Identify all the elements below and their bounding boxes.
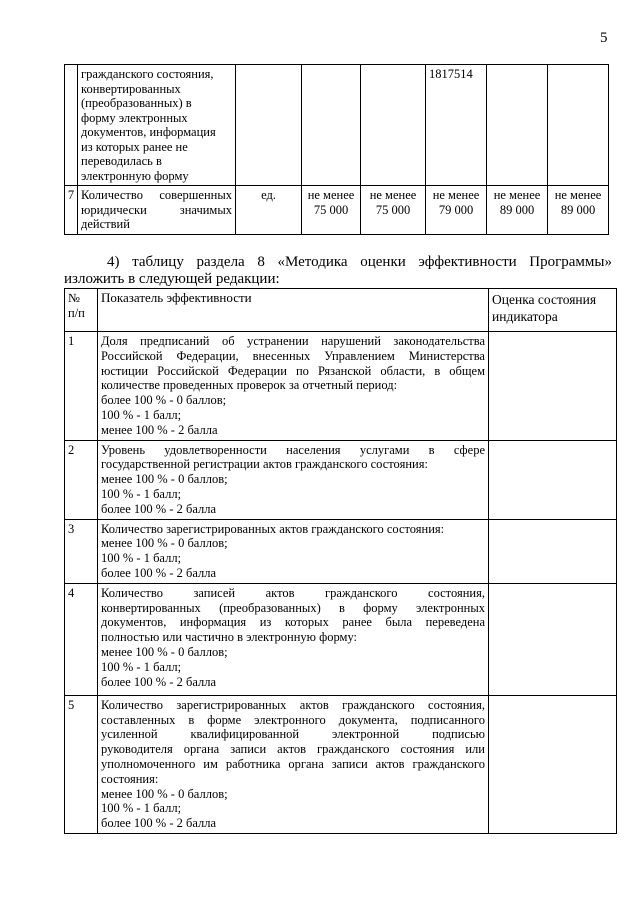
value-number: 75 000 [313,202,349,217]
indicator-line: (преобразованных) в [81,96,192,110]
indicator-line: из которых ранее не [81,139,188,154]
indicator-line: форму электронных [81,110,188,125]
description-line: Доля предписаний об устранении нарушений законодательства [101,334,485,348]
description-line: государственной регистрации актов гражданского состояния: [101,457,428,472]
assessment-cell [489,440,617,519]
description-line: менее 100 % - 0 баллов; [101,786,228,801]
table-row [65,332,617,441]
description-line: юстиции Российской Федерации по Рязанской области, в общем [101,363,485,378]
description-line: Уровень удовлетворенности населения услугами в сфере [101,442,485,457]
value-prefix: не менее [307,188,355,202]
table-row [65,583,617,695]
assessment-cell [489,519,617,583]
unit-cell [236,65,302,186]
description-line: усиленной квалифицированной электронной подписью [101,727,485,742]
indicator-line: действий [81,217,130,231]
methodology-table [64,288,617,834]
assessment-cell [489,332,617,441]
description-line: Российской Федерации, внесенных Управлением Министерства [101,348,485,363]
description-line: полностью или частично в электронную форму: [101,630,358,645]
description-line: количестве проведенных проверок за отчетный период: [101,378,398,393]
value-cell [361,186,426,235]
header-line: Оценка состояния [492,292,597,307]
row-number: 7 [65,186,78,235]
table-row [65,695,617,833]
value-cell [302,65,361,186]
description-line: 100 % - 1 балл; [101,407,182,422]
indicator-line: конвертированных [81,81,181,96]
row-number: 1 [65,332,98,441]
indicator-description [98,583,489,695]
row-number: 3 [65,519,98,583]
row-number: 2 [65,440,98,519]
description-line: Количество зарегистрированных актов гражданского состояния, [101,697,485,712]
header-line: индикатора [492,309,558,324]
value-cell [487,65,548,186]
description-line: руководителя органа записи актов гражданского состояния или [101,742,485,757]
description-line: более 100 % - 2 балла [101,501,217,516]
table-row [65,519,617,583]
description-line: 100 % - 1 балл; [101,551,182,566]
header-assessment [489,289,617,332]
indicator-line: гражданского состояния, [81,67,214,81]
description-line: менее 100 % - 2 балла [101,422,218,437]
description-line: более 100 % - 0 баллов; [101,393,227,408]
page-number: 5 [600,30,608,46]
description-line: Количество зарегистрированных актов гражданского состояния: [101,521,445,536]
assessment-cell [489,695,617,833]
value-number: 75 000 [375,202,411,217]
header-number [65,289,98,332]
value-cell [302,186,361,235]
value-cell [548,65,609,186]
description-line: составленных в форме электронного документа, подписанного [101,712,485,727]
indicator-description [98,695,489,833]
value-cell [426,186,487,235]
description-line: более 100 % - 2 балла [101,565,217,580]
value-number: 79 000 [438,202,474,217]
value-prefix: не менее [554,188,602,202]
value-prefix: не менее [369,188,417,202]
header-line: п/п [68,305,85,320]
amendment-paragraph [64,254,612,288]
row-number: 5 [65,695,98,833]
table-row [65,440,617,519]
table-row [65,186,609,235]
value-cell [548,186,609,235]
description-line: более 100 % - 2 балла [101,674,217,689]
value-prefix: не менее [493,188,541,202]
description-line: 100 % - 1 балл; [101,659,182,674]
indicator-name-cell [78,65,236,186]
paragraph-line: изложить в следующей редакции: [64,271,280,287]
description-line: менее 100 % - 0 баллов; [101,472,228,487]
description-line: менее 100 % - 0 баллов; [101,644,228,659]
indicator-line: Количество совершенных [81,188,232,202]
indicator-description [98,440,489,519]
description-line: 100 % - 1 балл; [101,486,182,501]
description-line: конвертированных (преобразованных) в форму электронных [101,600,485,615]
indicator-description [98,332,489,441]
value-number: 89 000 [560,202,596,217]
description-line: менее 100 % - 0 баллов; [101,536,228,551]
table-header-row [65,289,617,332]
description-line: Количество записей актов гражданского состояния, [101,585,485,600]
value-number: 89 000 [499,202,535,217]
description-line: уполномоченного им работника органа записи актов гражданского [101,756,485,771]
description-line: более 100 % - 2 балла [101,816,217,831]
table-row [65,65,609,186]
row-number: 4 [65,583,98,695]
row-number [65,65,78,186]
header-indicator: Показатель эффективности [98,289,489,332]
indicators-table [64,64,609,235]
value-cell: 1817514 [426,65,487,186]
value-cell [361,65,426,186]
indicator-line: документов, информация [81,125,216,139]
description-line: документов, информация из которых ранее была переведена [101,615,485,630]
value-cell [487,186,548,235]
unit-cell: ед. [236,186,302,235]
description-line: 100 % - 1 балл; [101,801,182,816]
indicator-description [98,519,489,583]
indicator-line: переводилась в [81,154,162,168]
header-line: № [68,291,80,305]
indicator-name-cell [78,186,236,235]
indicator-line: электронную форму [81,168,189,183]
assessment-cell [489,583,617,695]
description-line: состояния: [101,771,159,786]
value-prefix: не менее [432,188,480,202]
paragraph-line: 4) таблицу раздела 8 «Методика оценки эффективности Программы» [107,254,612,270]
indicator-line: юридически значимых [81,202,232,217]
